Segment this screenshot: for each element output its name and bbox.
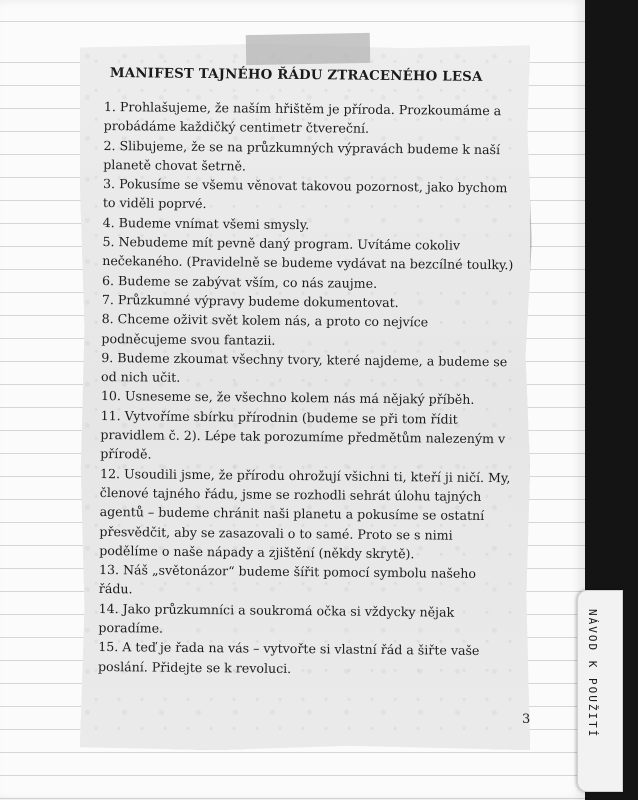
manifest-title: MANIFEST TAJNÉHO ŘÁDU ZTRACENÉHO LESA [109, 66, 483, 85]
manifest-item: 4. Budeme vnímat všemi smysly. [102, 214, 310, 232]
manifest-item: 2. Slibujeme, že se na průzkumných výpravách budeme k naší planetě chovat šetrně. [103, 137, 501, 174]
manifest-item: 6. Budeme se zabývat vším, co nás zaujme. [102, 272, 378, 291]
manifest-list [98, 97, 518, 680]
manifest-item: 9. Budeme zkoumat všechny tvory, které najdeme, a budeme se od nich učit. [100, 349, 508, 385]
page-number: 3 [522, 712, 531, 727]
manifest-item: 7. Průzkumné výpravy budeme dokumentovat. [101, 291, 399, 311]
manifest-item: 13. Náš „světonázor“ budeme šířit pomocí symbolu našeho řádu. [98, 562, 477, 597]
adhesive-tape [246, 33, 371, 65]
manifest-item: 1. Prohlašujeme, že naším hřištěm je příroda. Prozkoumáme a probádáme každičký centimetr čtvereční. [103, 98, 502, 137]
side-tab[interactable] [577, 590, 623, 792]
manifest-item: 5. Nebudeme mít pevně daný program. Uvítáme cokoliv nečekaného. (Pravidelně se budeme vydávat na bezcílné toulky.) [102, 234, 514, 273]
manifest-item: 3. Pokusíme se všemu věnovat takovou pozornost, jako bychom to viděli poprvé. [102, 176, 508, 212]
manifest-item: 15. A teď je řada na vás – vytvořte si vlastní řád a šiřte vaše poslání. Přidejte se k revoluci. [97, 639, 480, 676]
manifest-item: 10. Usneseme se, že všechno kolem nás má nějaký příběh. [100, 388, 475, 408]
manifest-item: 8. Chceme oživit svět kolem nás, a proto co nejvíce podněcujeme svou fantazii. [101, 311, 429, 348]
manifest-item: 11. Vytvoříme sbírku přírodnin (budeme se při tom řídit pravidlem č. 2). Lépe tak porozumíme předmětům nalezeným v přírodě. [100, 407, 506, 462]
manifest-item: 12. Usoudili jsme, že přírodu ohrožují všichni ti, kteří ji ničí. My, členové tajného řádu, jsme se rozhodli sehrát úlohu tajných agentů – budeme chránit naši planetu a pokusíme se ostatní přesvědčit, aby se zasazovali o to samé. Proto se s nimi podělíme o naše nápady a zjištění (někdy skrytě). [99, 465, 511, 562]
side-tab-label: NÁVOD K POUŽITÍ [586, 609, 599, 739]
manifest-item: 14. Jako průzkumníci a soukromá očka si vždycky nějak poradíme. [98, 600, 455, 636]
